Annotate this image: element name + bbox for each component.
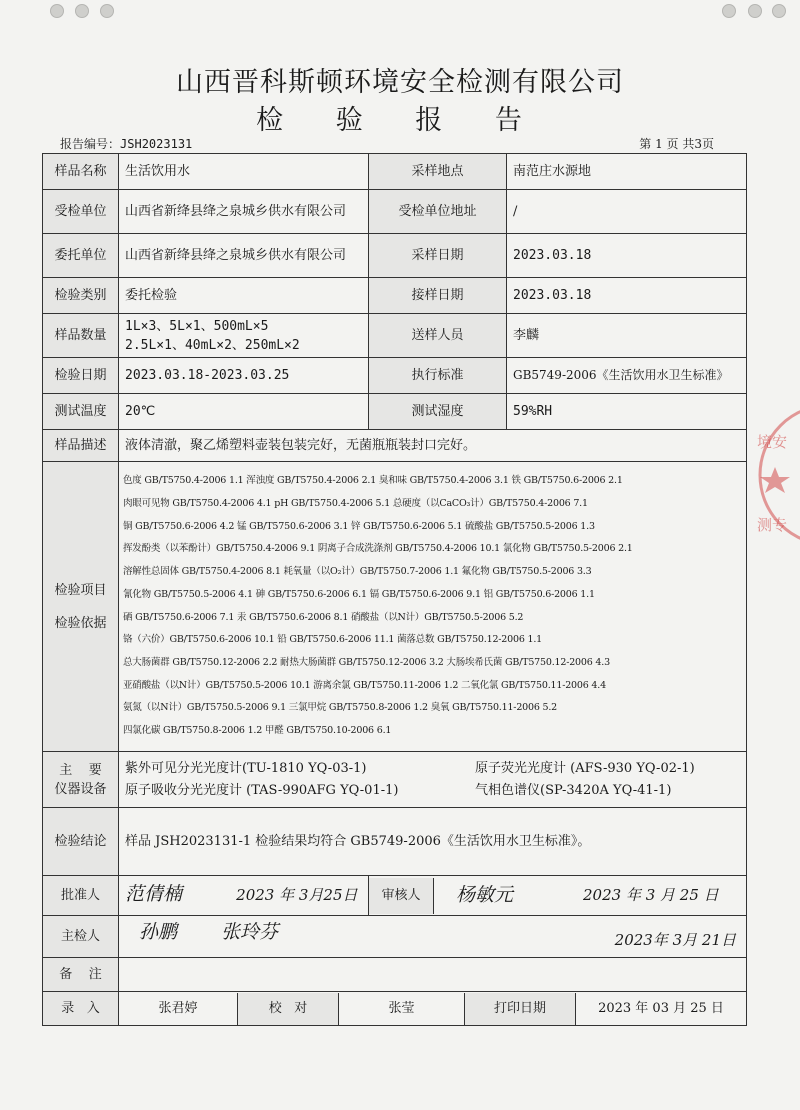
items-list bbox=[119, 462, 747, 752]
client-unit-value: 山西省新绛县绛之泉城乡供水有限公司 bbox=[119, 234, 369, 278]
instrument-uv: 紫外可见分光光度计(TU-1810 YQ-03-1) bbox=[125, 760, 367, 776]
entry-cell bbox=[119, 992, 747, 1026]
item-line: 铬（六价）GB/T5750.6-2006 10.1 铅 GB/T5750.6-2006 11.1 菌落总数 GB/T5750.12-2006 1.1 bbox=[123, 634, 542, 646]
sender-label: 送样人员 bbox=[369, 314, 507, 358]
row-sample-desc bbox=[43, 430, 747, 462]
row-inspected-unit bbox=[43, 190, 747, 234]
report-number-label: 报告编号： bbox=[60, 137, 121, 151]
row-main-inspector bbox=[43, 916, 747, 958]
humidity-value: 59%RH bbox=[507, 394, 747, 430]
punch-holes bbox=[0, 0, 800, 20]
proof-label: 校 对 bbox=[238, 993, 339, 1025]
main-inspector-label: 主检人 bbox=[43, 916, 119, 958]
row-remarks bbox=[43, 958, 747, 992]
item-line: 氰化物 GB/T5750.5-2006 4.1 砷 GB/T5750.6-2006 6.1 镉 GB/T5750.6-2006 9.1 铝 GB/T5750.6-2006 1.1 bbox=[123, 588, 595, 600]
receive-date-label: 接样日期 bbox=[369, 278, 507, 314]
sampling-date-label: 采样日期 bbox=[369, 234, 507, 278]
sampling-place-label: 采样地点 bbox=[369, 154, 507, 190]
row-inspection-date bbox=[43, 358, 747, 394]
conclusion-value: 样品 JSH2023131-1 检验结果均符合 GB5749-2006《生活饮用水卫生标准》。 bbox=[119, 808, 747, 876]
sample-qty-line1: 1L×3、5L×1、500mL×5 bbox=[125, 318, 269, 334]
company-seal bbox=[755, 395, 800, 555]
item-line: 肉眼可见物 GB/T5750.4-2006 4.1 pH GB/T5750.4-2006 5.1 总硬度（以CaCO₃计）GB/T5750.4-2006 7.1 bbox=[123, 497, 588, 509]
instrument-line-1 bbox=[125, 758, 740, 780]
remarks-value bbox=[119, 958, 747, 992]
standard-label: 执行标准 bbox=[369, 358, 507, 394]
row-entry bbox=[43, 992, 747, 1026]
items-label-1: 检验项目 bbox=[54, 582, 107, 598]
temp-value: 20℃ bbox=[119, 394, 369, 430]
report-table bbox=[42, 153, 747, 1026]
sample-qty-line2: 2.5L×1、40mL×2、250mL×2 bbox=[125, 337, 300, 353]
inspected-address-value: / bbox=[507, 190, 747, 234]
instruments-label-1: 主 要 bbox=[59, 762, 102, 778]
instrument-line-2 bbox=[125, 780, 740, 802]
sample-qty-value bbox=[119, 314, 369, 358]
reviewer-signature: 杨敏元 bbox=[456, 884, 514, 906]
receive-date-value: 2023.03.18 bbox=[507, 278, 747, 314]
sender-value: 李麟 bbox=[507, 314, 747, 358]
reviewer-date: 2023 年 3 月 25 日 bbox=[583, 886, 719, 904]
sample-desc-label: 样品描述 bbox=[43, 430, 119, 462]
inspection-date-value: 2023.03.18-2023.03.25 bbox=[119, 358, 369, 394]
entry-label: 录 入 bbox=[43, 992, 119, 1026]
sampling-date-value: 2023.03.18 bbox=[507, 234, 747, 278]
print-date-value: 2023 年 03 月 25 日 bbox=[598, 1000, 724, 1016]
sample-qty-label: 样品数量 bbox=[43, 314, 119, 358]
row-approval bbox=[43, 876, 747, 916]
approver-date: 2023 年 3月25日 bbox=[236, 886, 358, 904]
row-sample-name bbox=[43, 154, 747, 190]
item-line: 氨氮（以N计）GB/T5750.5-2006 9.1 三氯甲烷 GB/T5750.8-2006 1.2 臭氧 GB/T5750.11-2006 5.2 bbox=[123, 702, 558, 714]
row-inspection-type bbox=[43, 278, 747, 314]
inspected-unit-label: 受检单位 bbox=[43, 190, 119, 234]
approver-label: 批准人 bbox=[43, 876, 119, 916]
page-info: 第 1 页 共3页 bbox=[639, 137, 714, 151]
report-number bbox=[60, 135, 192, 152]
item-line: 亚硝酸盐（以N计）GB/T5750.5-2006 10.1 游离余氯 GB/T5750.11-2006 1.2 二氧化氯 GB/T5750.11-2006 4.4 bbox=[123, 679, 606, 691]
items-label-2: 检验依据 bbox=[54, 615, 107, 631]
item-line: 铜 GB/T5750.6-2006 4.2 锰 GB/T5750.6-2006 3.1 锌 GB/T5750.6-2006 5.1 硫酸盐 GB/T5750.5-2006 1.3 bbox=[123, 520, 595, 532]
standard-value: GB5749-2006《生活饮用水卫生标准》 bbox=[507, 358, 747, 394]
row-sample-qty bbox=[43, 314, 747, 358]
inspection-type-label: 检验类别 bbox=[43, 278, 119, 314]
seal-text-top: 境安 bbox=[757, 433, 788, 451]
approver-cell bbox=[119, 876, 369, 916]
report-number-value: JSH2023131 bbox=[120, 137, 193, 151]
reviewer-cell bbox=[369, 876, 747, 916]
instruments-label-2: 仪器设备 bbox=[54, 781, 107, 797]
inspection-type-value: 委托检验 bbox=[119, 278, 369, 314]
print-date-label: 打印日期 bbox=[465, 993, 576, 1025]
main-inspector-date: 2023年 3月 21日 bbox=[614, 931, 736, 949]
instrument-aas: 原子吸收分光光度计 (TAS-990AFG YQ-01-1) bbox=[125, 782, 399, 798]
reviewer-label: 审核人 bbox=[369, 878, 434, 914]
main-inspector-signature-1: 孙鹏 bbox=[139, 921, 178, 943]
remarks-label: 备 注 bbox=[43, 958, 119, 992]
sample-name-label: 样品名称 bbox=[43, 154, 119, 190]
row-items bbox=[43, 462, 747, 752]
sampling-place-value: 南范庄水源地 bbox=[507, 154, 747, 190]
row-conclusion bbox=[43, 808, 747, 876]
row-instruments bbox=[43, 752, 747, 808]
seal-text-bottom: 测专 bbox=[757, 516, 788, 534]
entry-person: 张君婷 bbox=[119, 993, 238, 1025]
items-label bbox=[43, 462, 119, 752]
main-inspector-cell bbox=[119, 916, 747, 958]
conclusion-label: 检验结论 bbox=[43, 808, 119, 876]
row-temp bbox=[43, 394, 747, 430]
row-client-unit bbox=[43, 234, 747, 278]
approver-signature: 范倩楠 bbox=[125, 883, 183, 905]
humidity-label: 测试湿度 bbox=[369, 394, 507, 430]
inspected-unit-value: 山西省新绛县绛之泉城乡供水有限公司 bbox=[119, 190, 369, 234]
instruments-list bbox=[119, 752, 747, 808]
inspection-date-label: 检验日期 bbox=[43, 358, 119, 394]
item-line: 四氯化碳 GB/T5750.8-2006 1.2 甲醛 GB/T5750.10-2006 6.1 bbox=[123, 725, 392, 737]
sample-name-value: 生活饮用水 bbox=[119, 154, 369, 190]
instrument-gc: 气相色谱仪(SP-3420A YQ-41-1) bbox=[475, 782, 672, 798]
temp-label: 测试温度 bbox=[43, 394, 119, 430]
item-line: 硒 GB/T5750.6-2006 7.1 汞 GB/T5750.6-2006 8.1 硝酸盐（以N计）GB/T5750.5-2006 5.2 bbox=[123, 611, 524, 623]
inspected-address-label: 受检单位地址 bbox=[369, 190, 507, 234]
instrument-afs: 原子荧光光度计 (AFS-930 YQ-02-1) bbox=[475, 760, 695, 776]
item-line: 总大肠菌群 GB/T5750.12-2006 2.2 耐热大肠菌群 GB/T5750.12-2006 3.2 大肠埃希氏菌 GB/T5750.12-2006 4.3 bbox=[123, 656, 610, 668]
document-title: 检 验 报 告 bbox=[256, 105, 544, 136]
instruments-label bbox=[43, 752, 119, 808]
client-unit-label: 委托单位 bbox=[43, 234, 119, 278]
sample-desc-value: 液体清澈，聚乙烯塑料壶装包装完好，无菌瓶瓶装封口完好。 bbox=[119, 430, 747, 462]
proof-person: 张莹 bbox=[339, 993, 465, 1025]
item-line: 挥发酚类（以苯酚计）GB/T5750.4-2006 9.1 阴离子合成洗涤剂 GB/T5750.4-2006 10.1 氯化物 GB/T5750.5-2006 2.1 bbox=[123, 543, 633, 555]
main-inspector-signature-2: 张玲芬 bbox=[221, 921, 279, 943]
company-name: 山西晋科斯顿环境安全检测有限公司 bbox=[176, 67, 624, 98]
item-line: 溶解性总固体 GB/T5750.4-2006 8.1 耗氧量（以O₂计）GB/T5750.7-2006 1.1 氟化物 GB/T5750.5-2006 3.3 bbox=[123, 566, 592, 578]
item-line: 色度 GB/T5750.4-2006 1.1 浑浊度 GB/T5750.4-2006 2.1 臭和味 GB/T5750.4-2006 3.1 铁 GB/T5750.6-2006 2.1 bbox=[123, 475, 623, 487]
